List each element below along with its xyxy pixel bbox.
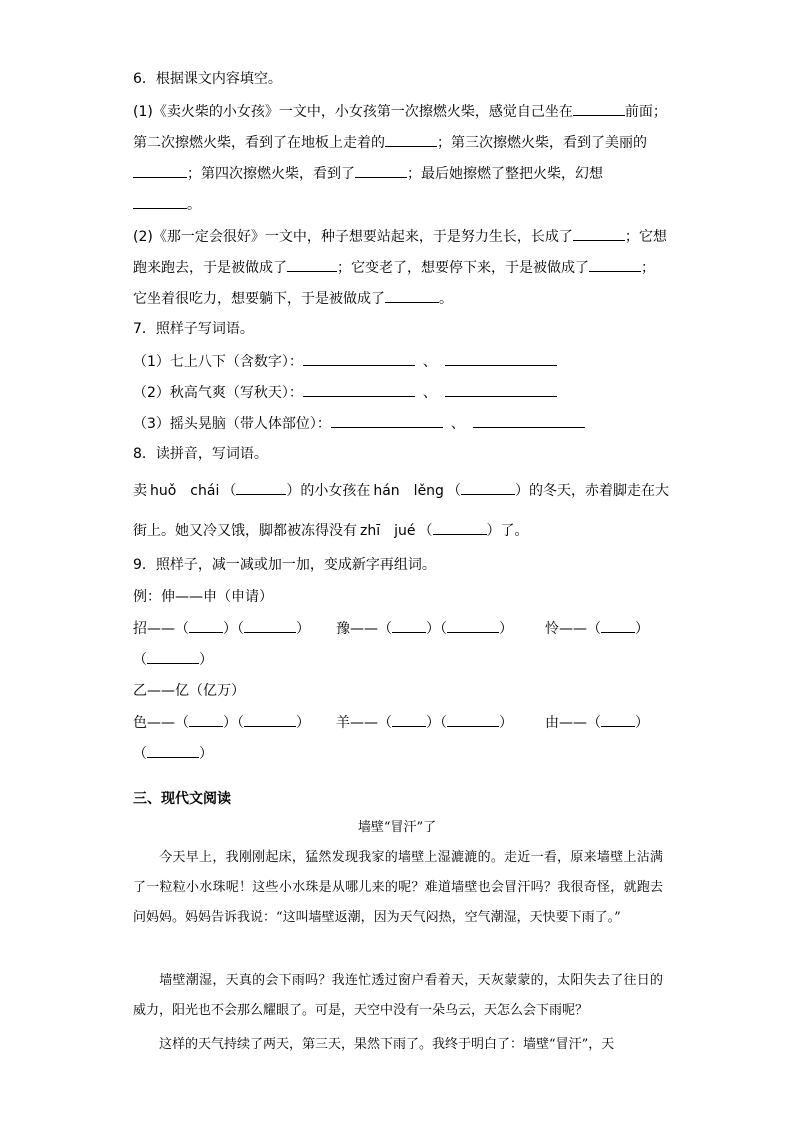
q9-title: 9．照样子，减一减或加一加，变成新字再组词。 xyxy=(133,557,436,573)
q9-paren: （ xyxy=(587,621,601,637)
q7-answer-line[interactable] xyxy=(445,382,557,397)
passage-paragraph-2 xyxy=(133,966,663,1026)
q7-item-1 xyxy=(133,351,557,371)
q9-row2-wrap xyxy=(133,743,213,763)
q9-new-char-blank[interactable] xyxy=(601,712,635,727)
q6-p2-text: (2)《那一定会很好》一文中，种子想要站起来，于是努力生长，长成了 xyxy=(133,229,573,245)
q6-blank-6[interactable] xyxy=(573,226,625,241)
q9-paren: ） xyxy=(223,715,237,731)
q9-paren: （ xyxy=(378,715,392,731)
q9-word-blank[interactable] xyxy=(244,712,296,727)
q7-item-label: （1）七上八下（含数字）： xyxy=(133,354,303,370)
q9-paren: ） xyxy=(296,621,310,637)
q8-paren: ） xyxy=(514,483,529,499)
q8-paren: ） xyxy=(486,523,501,539)
q9-paren: （ xyxy=(440,715,447,731)
q9-char-label: 色—— xyxy=(133,715,175,731)
q6-p2-line1 xyxy=(133,226,667,246)
q9-paren: （ xyxy=(237,715,244,731)
q6-blank-9[interactable] xyxy=(385,288,439,303)
q6-blank-1[interactable] xyxy=(573,101,625,116)
q9-new-char-blank[interactable] xyxy=(392,618,426,633)
q9-paren: （ xyxy=(133,652,147,668)
q6-p1-text: 前面； xyxy=(624,104,667,120)
q8-line1 xyxy=(133,480,669,500)
q8-title: 8．读拼音，写词语。 xyxy=(133,446,268,462)
q7-separator: 、 xyxy=(422,385,437,401)
q9-char-label: 怜—— xyxy=(545,621,587,637)
q9-row1 xyxy=(133,618,649,638)
q9-paren: ） xyxy=(223,621,237,637)
q8-pinyin: huǒ chái xyxy=(150,483,220,499)
q6-title: 6．根据课文内容填空。 xyxy=(133,71,282,87)
q9-paren: （ xyxy=(175,715,189,731)
q9-word-blank[interactable] xyxy=(244,618,296,633)
q6-p1-text: (1)《卖火柴的小女孩》一文中，小女孩第一次擦燃火柴，感觉自己坐在 xyxy=(133,104,573,120)
q6-p1-line3 xyxy=(133,163,603,183)
q9-paren: ） xyxy=(499,715,513,731)
q8-text: 卖 xyxy=(133,483,147,499)
q8-paren: （ xyxy=(446,483,461,499)
passage-text: 墙壁潮湿，天真的会下雨吗？我连忙透过窗户看着天，天灰蒙蒙的，太阳失去了往日的威力，阳光也不会那么耀眼了。可是，天空中没有一朵乌云，天怎么会下雨呢？ xyxy=(133,973,663,1018)
q9-new-char-blank[interactable] xyxy=(601,618,635,633)
q6-p1-text: 。 xyxy=(187,197,201,213)
passage-text: 这样的天气持续了两天，第三天，果然下雨了。我终于明白了：墙壁“冒汗”，天 xyxy=(159,1037,615,1052)
q9-paren: （ xyxy=(440,621,447,637)
q6-blank-3[interactable] xyxy=(133,163,187,178)
q9-example-2: 乙——亿（亿万） xyxy=(133,683,245,699)
q8-text: 的小女孩在 xyxy=(300,483,371,499)
q6-p2-text: 跑来跑去，于是被做成了 xyxy=(133,260,287,276)
q9-paren: ） xyxy=(426,621,440,637)
q9-paren: ） xyxy=(296,715,310,731)
q7-answer-line[interactable] xyxy=(473,413,585,428)
q9-word-blank[interactable] xyxy=(447,712,499,727)
q9-paren: ） xyxy=(635,715,649,731)
q9-example-1: 例：伸——申（申请） xyxy=(133,589,273,605)
q9-paren: ） xyxy=(635,621,649,637)
q7-item-label: （2）秋高气爽（写秋天）： xyxy=(133,385,303,401)
passage-text: 今天早上，我刚刚起床，猛然发现我家的墙壁上湿漉漉的。走近一看，原来墙壁上沾满了一粒粒小水珠呢！这些小水珠是从哪儿来的呢？难道墙壁也会冒汗吗？我很奇怪，就跑去问妈妈。妈妈告诉我说：“这叫墙壁返潮，因为天气闷热，空气潮湿，天快要下雨了。” xyxy=(133,850,663,925)
q8-paren: （ xyxy=(418,523,433,539)
q7-answer-line[interactable] xyxy=(445,351,557,366)
q9-word-blank[interactable] xyxy=(447,618,499,633)
q9-paren: （ xyxy=(378,621,392,637)
q9-new-char-blank[interactable] xyxy=(189,618,223,633)
q6-p1-line2 xyxy=(133,132,647,152)
q7-answer-line[interactable] xyxy=(303,351,415,366)
q8-line2 xyxy=(133,520,529,540)
passage-title: 墙壁“冒汗”了 xyxy=(357,820,437,835)
q6-p2-text: ； xyxy=(641,260,655,276)
q6-p2-text: 它坐着很吃力，想要躺下，于是被做成了 xyxy=(133,291,385,307)
q6-p1-line1 xyxy=(133,101,667,121)
q7-answer-line[interactable] xyxy=(331,413,443,428)
q6-blank-8[interactable] xyxy=(589,257,641,272)
q9-word-blank[interactable] xyxy=(147,743,199,758)
q7-separator: 、 xyxy=(450,416,465,432)
q8-answer-blank[interactable] xyxy=(461,480,515,495)
q8-paren: ） xyxy=(286,483,301,499)
q9-paren: ） xyxy=(426,715,440,731)
q9-row1-wrap xyxy=(133,649,213,669)
q6-p1-text: ；最后她擦燃了整把火柴，幻想 xyxy=(407,166,603,182)
q9-row2 xyxy=(133,712,649,732)
q9-char-label: 羊—— xyxy=(336,715,378,731)
q7-answer-line[interactable] xyxy=(303,382,415,397)
q9-char-label: 由—— xyxy=(545,715,587,731)
q6-p1-text: 第二次擦燃火柴，看到了在地板上走着的 xyxy=(133,135,385,151)
q8-text: 的冬天，赤着脚走在大 xyxy=(528,483,669,499)
q9-paren: （ xyxy=(237,621,244,637)
q9-char-label: 招—— xyxy=(133,621,175,637)
q8-text: 街上。她又冷又饿，脚都被冻得没有 xyxy=(133,523,357,539)
q6-p2-text: 。 xyxy=(439,291,453,307)
q6-p1-text: ；第三次擦燃火柴，看到了美丽的 xyxy=(437,135,647,151)
q7-item-2 xyxy=(133,382,557,402)
q8-text: 了。 xyxy=(500,523,529,539)
q6-p2-line2 xyxy=(133,257,655,277)
section-heading: 三、现代文阅读 xyxy=(133,791,231,807)
q6-p1-text: ；第四次擦燃火柴，看到了 xyxy=(187,166,355,182)
q8-answer-blank[interactable] xyxy=(236,480,286,495)
q9-paren: （ xyxy=(133,746,147,762)
q7-title: 7．照样子写词语。 xyxy=(133,321,254,337)
q9-word-blank[interactable] xyxy=(147,649,199,664)
q6-blank-5[interactable] xyxy=(133,194,187,209)
q9-char-label: 豫—— xyxy=(336,621,378,637)
passage-paragraph-3 xyxy=(133,1030,663,1060)
q7-separator: 、 xyxy=(422,354,437,370)
q8-pinyin: zhī jué xyxy=(360,523,416,539)
passage-paragraph-1 xyxy=(133,843,663,933)
q9-paren: ） xyxy=(199,746,213,762)
q9-paren: （ xyxy=(587,715,601,731)
q6-p2-line3 xyxy=(133,288,453,308)
q9-paren: ） xyxy=(499,621,513,637)
q7-item-label: （3）摇头晃脑（带人体部位）： xyxy=(133,416,331,432)
q8-paren: （ xyxy=(222,483,237,499)
q6-blank-2[interactable] xyxy=(385,132,437,147)
q9-new-char-blank[interactable] xyxy=(392,712,426,727)
q6-blank-7[interactable] xyxy=(287,257,337,272)
q6-p1-line4 xyxy=(133,194,201,214)
q6-p2-text: ；它变老了，想要停下来，于是被做成了 xyxy=(337,260,589,276)
q8-pinyin: hán lěng xyxy=(373,483,444,499)
q7-item-3 xyxy=(133,413,585,433)
q9-paren: ） xyxy=(199,652,213,668)
q8-answer-blank[interactable] xyxy=(433,520,487,535)
q6-blank-4[interactable] xyxy=(355,163,407,178)
q9-new-char-blank[interactable] xyxy=(189,712,223,727)
q9-paren: （ xyxy=(175,621,189,637)
q6-p2-text: ；它想 xyxy=(624,229,667,245)
